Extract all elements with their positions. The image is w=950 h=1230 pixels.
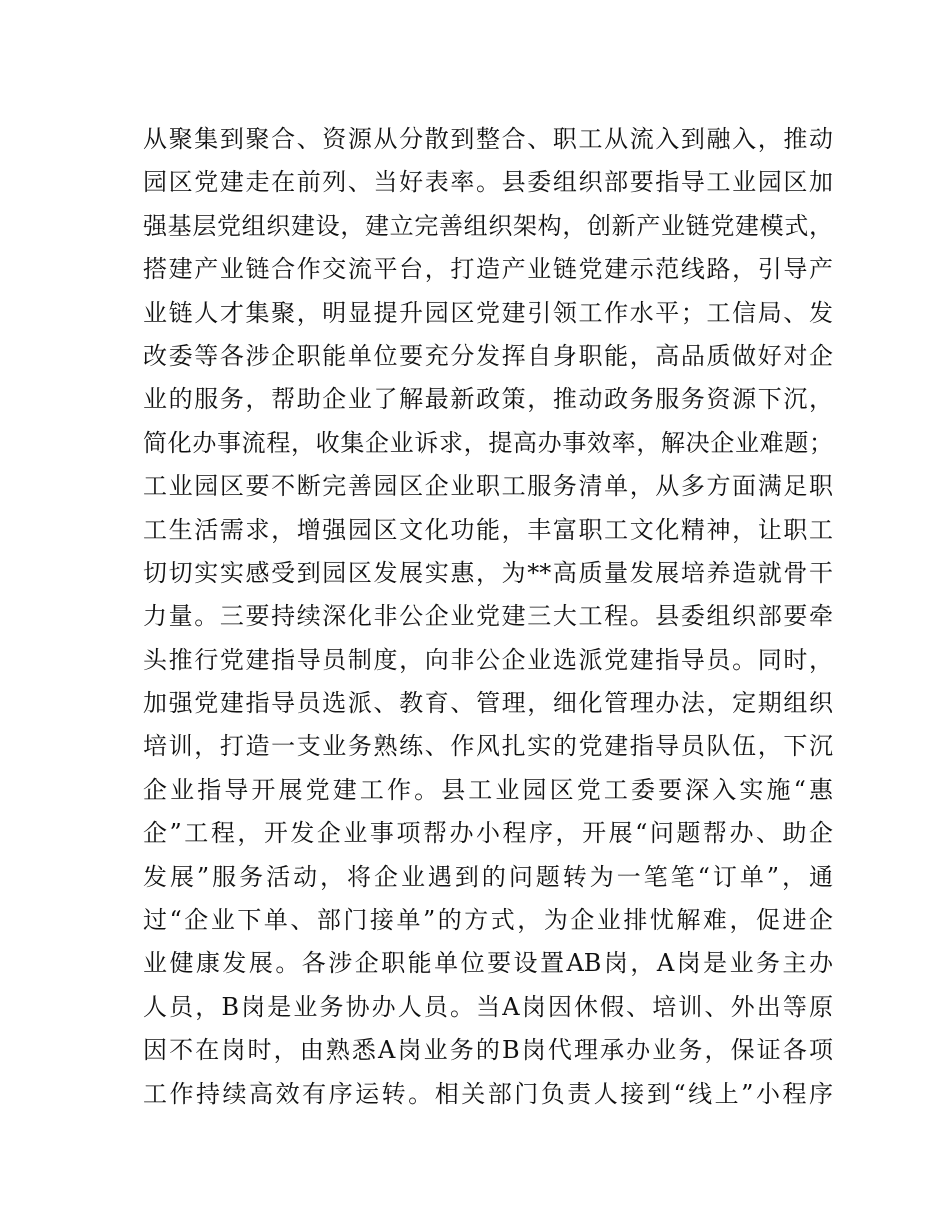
text-line: 强基层党组织建设，建立完善组织架构，创新产业链党建模式， (143, 211, 833, 240)
text-line: 业链人才集聚，明显提升园区党建引领工作水平；工信局、发 (143, 298, 833, 327)
text-line: 培训，打造一支业务熟练、作风扎实的党建指导员队伍，下沉 (143, 732, 833, 761)
text-line: 切切实实感受到园区发展实惠，为**高质量发展培养造就骨干 (143, 558, 833, 587)
text-line: 加强党建指导员选派、教育、管理，细化管理办法，定期组织 (143, 689, 833, 718)
text-line: 发展”服务活动，将企业遇到的问题转为一笔笔“订单”，通 (143, 862, 833, 891)
text-line: 头推行党建指导员制度，向非公企业选派党建指导员。同时， (143, 645, 833, 674)
text-line: 简化办事流程，收集企业诉求，提高办事效率，解决企业难题； (143, 428, 833, 457)
body-paragraph (143, 118, 833, 1116)
text-line: 人员，B岗是业务协办人员。当A岗因休假、培训、外出等原 (143, 992, 833, 1021)
text-line: 园区党建走在前列、当好表率。县委组织部要指导工业园区加 (143, 168, 833, 197)
text-line: 从聚集到聚合、资源从分散到整合、职工从流入到融入，推动 (143, 125, 833, 153)
text-line: 力量。三要持续深化非公企业党建三大工程。县委组织部要牵 (143, 602, 833, 631)
text-line: 工业园区要不断完善园区企业职工服务清单，从多方面满足职 (143, 472, 833, 501)
text-line: 过“企业下单、部门接单”的方式，为企业排忧解难，促进企 (143, 906, 833, 935)
text-line: 改委等各涉企职能单位要充分发挥自身职能，高品质做好对企 (143, 341, 833, 370)
text-line: 因不在岗时，由熟悉A岗业务的B岗代理承办业务，保证各项 (143, 1036, 833, 1065)
text-line: 工生活需求，增强园区文化功能，丰富职工文化精神，让职工 (143, 515, 833, 544)
text-line: 业健康发展。各涉企职能单位要设置AB岗，A岗是业务主办 (143, 949, 833, 978)
text-line: 企业指导开展党建工作。县工业园区党工委要深入实施“惠 (143, 775, 833, 804)
text-line: 企”工程，开发企业事项帮办小程序，开展“问题帮办、助企 (143, 819, 833, 848)
text-line: 工作持续高效有序运转。相关部门负责人接到“线上”小程序 (143, 1079, 833, 1108)
text-line: 业的服务，帮助企业了解最新政策，推动政务服务资源下沉， (143, 385, 833, 414)
text-line: 搭建产业链合作交流平台，打造产业链党建示范线路，引导产 (143, 255, 833, 284)
